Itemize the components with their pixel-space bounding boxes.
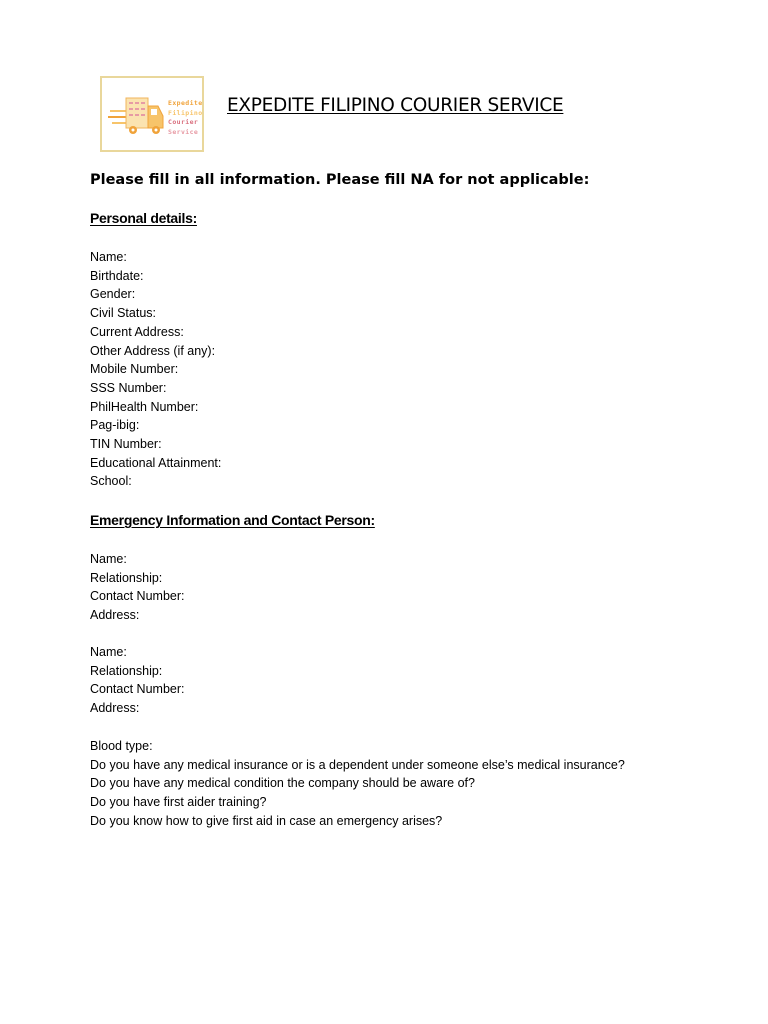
logo-line: Courier xyxy=(168,118,199,127)
field-label: PhilHealth Number: xyxy=(90,399,199,414)
field-label: Address: xyxy=(90,608,140,623)
logo-wordmark xyxy=(168,99,203,137)
field-label: Address: xyxy=(90,701,140,716)
courier-truck-icon xyxy=(108,88,166,144)
field-label: Name: xyxy=(90,645,127,659)
company-logo xyxy=(100,76,204,152)
emergency-contact-1 xyxy=(90,550,184,625)
question-label: Do you have first aider training? xyxy=(90,795,267,810)
field-label: Other Address (if any): xyxy=(90,343,216,358)
field-label: School: xyxy=(90,474,132,489)
field-label: Name: xyxy=(90,250,127,264)
question-label: Do you have any medical insurance or is a dependent under someone else’s medical insurance? xyxy=(90,757,625,772)
field-label: Name: xyxy=(90,552,127,566)
field-label: Birthdate: xyxy=(90,268,144,283)
field-label: Mobile Number: xyxy=(90,362,179,377)
field-label: Contact Number: xyxy=(90,589,185,604)
field-label: Relationship: xyxy=(90,663,163,678)
page-title: EXPEDITE FILIPINO COURIER SERVICE xyxy=(227,95,564,116)
field-label: Relationship: xyxy=(90,570,163,585)
personal-details-list xyxy=(90,248,221,491)
field-label: Blood type: xyxy=(90,739,153,753)
medical-questions xyxy=(90,737,625,831)
field-label: Educational Attainment: xyxy=(90,455,222,470)
field-label: TIN Number: xyxy=(90,437,162,452)
field-label: Gender: xyxy=(90,287,136,302)
field-label: Pag-ibig: xyxy=(90,418,140,433)
field-label: Contact Number: xyxy=(90,682,185,697)
emergency-heading: Emergency Information and Contact Person: xyxy=(90,512,375,528)
form-instruction: Please fill in all information. Please fill NA for not applicable: xyxy=(90,172,590,188)
field-label: Civil Status: xyxy=(90,306,156,321)
logo-line: Filipino xyxy=(168,108,203,117)
logo-line: Expedite xyxy=(168,99,203,107)
emergency-contact-2 xyxy=(90,643,184,718)
logo-line: Service xyxy=(168,127,199,136)
question-label: Do you know how to give first aid in case an emergency arises? xyxy=(90,813,443,828)
field-label: Current Address: xyxy=(90,324,184,339)
personal-details-heading: Personal details: xyxy=(90,210,197,226)
question-label: Do you have any medical condition the company should be aware of? xyxy=(90,776,475,791)
field-label: SSS Number: xyxy=(90,380,167,395)
